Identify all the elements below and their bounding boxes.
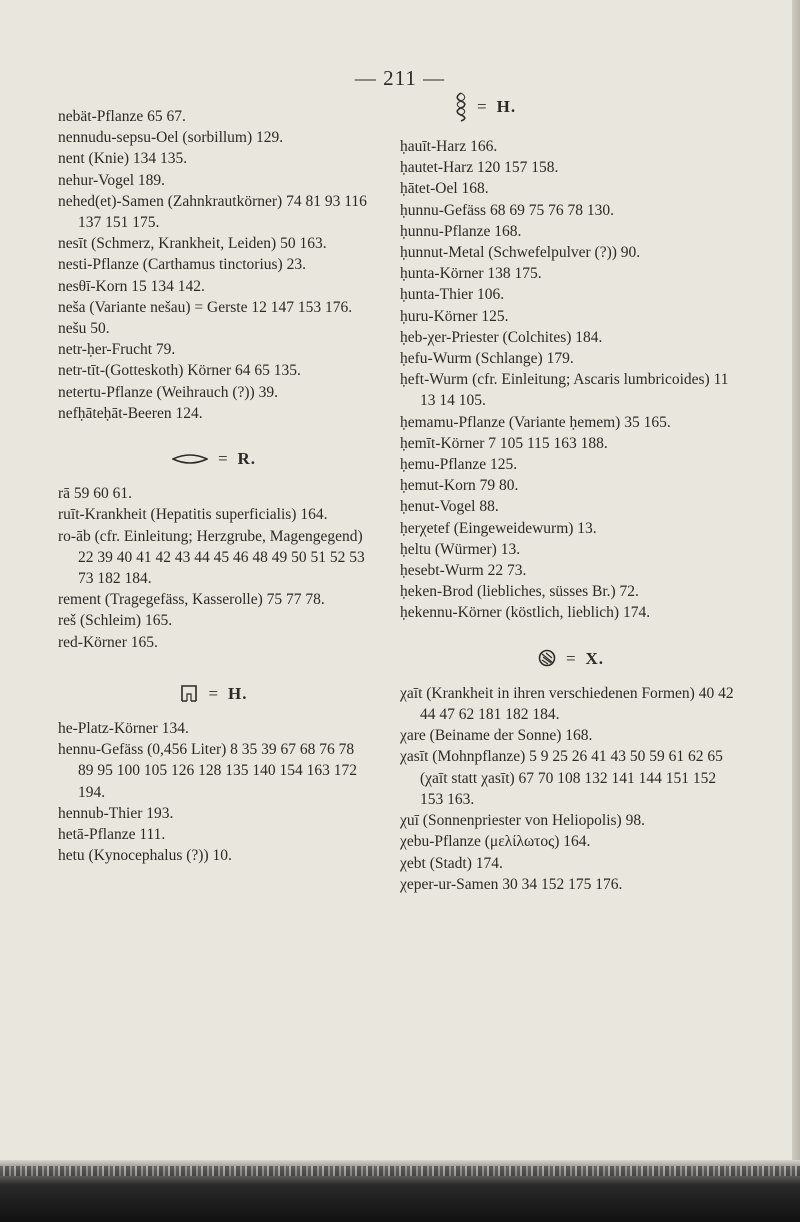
index-entry: ḥemīt-Körner 7 105 115 163 188. <box>400 434 608 452</box>
index-entry: nent (Knie) 134 135. <box>58 150 188 168</box>
page-number: — 211 — <box>354 66 446 90</box>
index-entry: χare (Beiname der Sonne) 168. <box>400 727 593 745</box>
index-entry: nešu 50. <box>58 320 110 338</box>
index-entry: hennu-Gefäss (0,456 Liter) 8 35 39 67 68 76 78 89 95 100 105 126 128 135 140 154 163 172 194. <box>58 741 357 801</box>
index-entry: χebu-Pflanze (μελίλωτος) 164. <box>400 833 591 851</box>
index-entry: hetā-Pflanze 111. <box>58 826 166 844</box>
index-entry: χeper-ur-Samen 30 34 152 175 176. <box>400 875 623 893</box>
mouth-hieroglyph-icon <box>172 453 208 465</box>
index-entry: ḥautet-Harz 120 157 158. <box>400 159 559 177</box>
section-equals: = <box>208 683 219 703</box>
entries-h <box>58 718 370 866</box>
index-entry: ḥekennu-Körner (köstlich, lieblich) 174. <box>400 604 651 622</box>
section-letter: X. <box>585 648 605 668</box>
index-entry: neša (Variante nešau) = Gerste 12 147 153 176. <box>58 298 353 316</box>
index-entry: χasīt (Mohnpflanze) 5 9 25 26 41 43 50 59 61 62 65 (χaīt statt χasīt) 67 70 108 132 141 144 151 152 153 163. <box>400 748 723 808</box>
section-equals: = <box>477 97 487 117</box>
placenta-hieroglyph-icon <box>538 649 556 667</box>
index-entry: ḥeb-χer-Priester (Colchites) 184. <box>400 328 603 346</box>
right-column <box>400 97 742 895</box>
entries-h2 <box>400 136 742 624</box>
index-entry: ro-āb (cfr. Einleitung; Herzgrube, Magengegend) 22 39 40 41 42 43 44 45 46 48 49 50 51 52 53 73 182 184. <box>58 527 365 588</box>
index-entry: nesīt (Schmerz, Krankheit, Leiden) 50 163. <box>58 235 327 253</box>
index-entry: ḥeken-Brod (liebliches, süsses Br.) 72. <box>400 583 639 601</box>
index-entry: nehur-Vogel 189. <box>58 171 166 189</box>
index-entry: ḥesebt-Wurm 22 73. <box>400 562 527 580</box>
index-entry: red-Körner 165. <box>58 633 158 651</box>
index-entry: nehed(et)-Samen (Zahnkrautkörner) 74 81 93 116 137 151 175. <box>58 192 367 232</box>
index-entry: netertu-Pflanze (Weihrauch (?)) 39. <box>58 383 278 401</box>
index-entry: ruīt-Krankheit (Hepatitis superficialis) 164. <box>58 506 328 524</box>
index-entry: hennub-Thier 193. <box>58 804 174 822</box>
section-heading-h <box>58 683 370 704</box>
index-entry: ḥātet-Oel 168. <box>400 180 489 198</box>
index-entry: χebt (Stadt) 174. <box>400 854 503 872</box>
index-entry: netr-ḥer-Frucht 79. <box>58 341 176 359</box>
index-entry: ḥunnu-Pflanze 168. <box>400 222 522 240</box>
index-entry: ḥunnu-Gefäss 68 69 75 76 78 130. <box>400 201 614 219</box>
index-entry: ḥeltu (Würmer) 13. <box>400 540 521 558</box>
index-entry: χuī (Sonnenpriester von Heliopolis) 98. <box>400 812 645 830</box>
index-entry: reš (Schleim) 165. <box>58 612 173 630</box>
section-heading-h2 <box>400 92 742 122</box>
section-letter: H. <box>496 97 517 117</box>
index-entry: ḥunnut-Metal (Schwefelpulver (?)) 90. <box>400 244 641 262</box>
index-entry: nebät-Pflanze 65 67. <box>58 108 186 125</box>
entries-r <box>58 483 370 653</box>
index-entry: ḥemu-Pflanze 125. <box>400 456 518 474</box>
twisted-wick-hieroglyph-icon <box>455 92 467 122</box>
index-entry: ḥeft-Wurm (cfr. Einleitung; Ascaris lumbricoides) 11 13 14 105. <box>400 371 729 410</box>
left-column <box>58 106 370 867</box>
index-entry: ḥauīt-Harz 166. <box>400 138 498 155</box>
index-entry: nefḥāteḥāt-Beeren 124. <box>58 404 203 422</box>
index-entry: rā 59 60 61. <box>58 485 133 503</box>
courtyard-hieroglyph-icon <box>180 684 198 702</box>
index-entry: he-Platz-Körner 134. <box>58 720 189 738</box>
index-entry: nesti-Pflanze (Carthamus tinctorius) 23. <box>58 256 306 274</box>
index-entry: ḥefu-Wurm (Schlange) 179. <box>400 350 574 368</box>
index-entry: ḥerχetef (Eingeweidewurm) 13. <box>400 519 597 537</box>
entries-x <box>400 683 742 895</box>
scan-bottom-edge <box>0 1160 800 1222</box>
section-heading-x <box>400 648 742 669</box>
index-entry: ḥemamu-Pflanze (Variante ḥemem) 35 165. <box>400 413 671 431</box>
section-letter: H. <box>228 683 248 703</box>
index-entry: ḥuru-Körner 125. <box>400 307 509 325</box>
page-edge <box>792 0 800 1160</box>
index-entry: hetu (Kynocephalus (?)) 10. <box>58 847 232 865</box>
index-entry: nennudu-sepsu-Oel (sorbillum) 129. <box>58 129 284 147</box>
index-entry: nesθī-Korn 15 134 142. <box>58 277 205 295</box>
index-entry: netr-tīt-(Gotteskoth) Körner 64 65 135. <box>58 362 301 380</box>
section-equals: = <box>217 449 228 469</box>
index-entry: ḥenut-Vogel 88. <box>400 498 499 516</box>
section-letter: R. <box>237 449 257 469</box>
section-heading-r <box>58 448 370 469</box>
entries-n-continued <box>58 106 370 424</box>
index-entry: ḥunta-Thier 106. <box>400 286 505 304</box>
section-equals: = <box>565 648 576 668</box>
index-entry: rement (Tragegefäss, Kasserolle) 75 77 78. <box>58 591 325 609</box>
index-entry: ḥemut-Korn 79 80. <box>400 477 519 495</box>
index-entry: ḥunta-Körner 138 175. <box>400 265 542 283</box>
index-entry: χaīt (Krankheit in ihren verschiedenen Formen) 40 42 44 47 62 181 182 184. <box>400 684 734 724</box>
